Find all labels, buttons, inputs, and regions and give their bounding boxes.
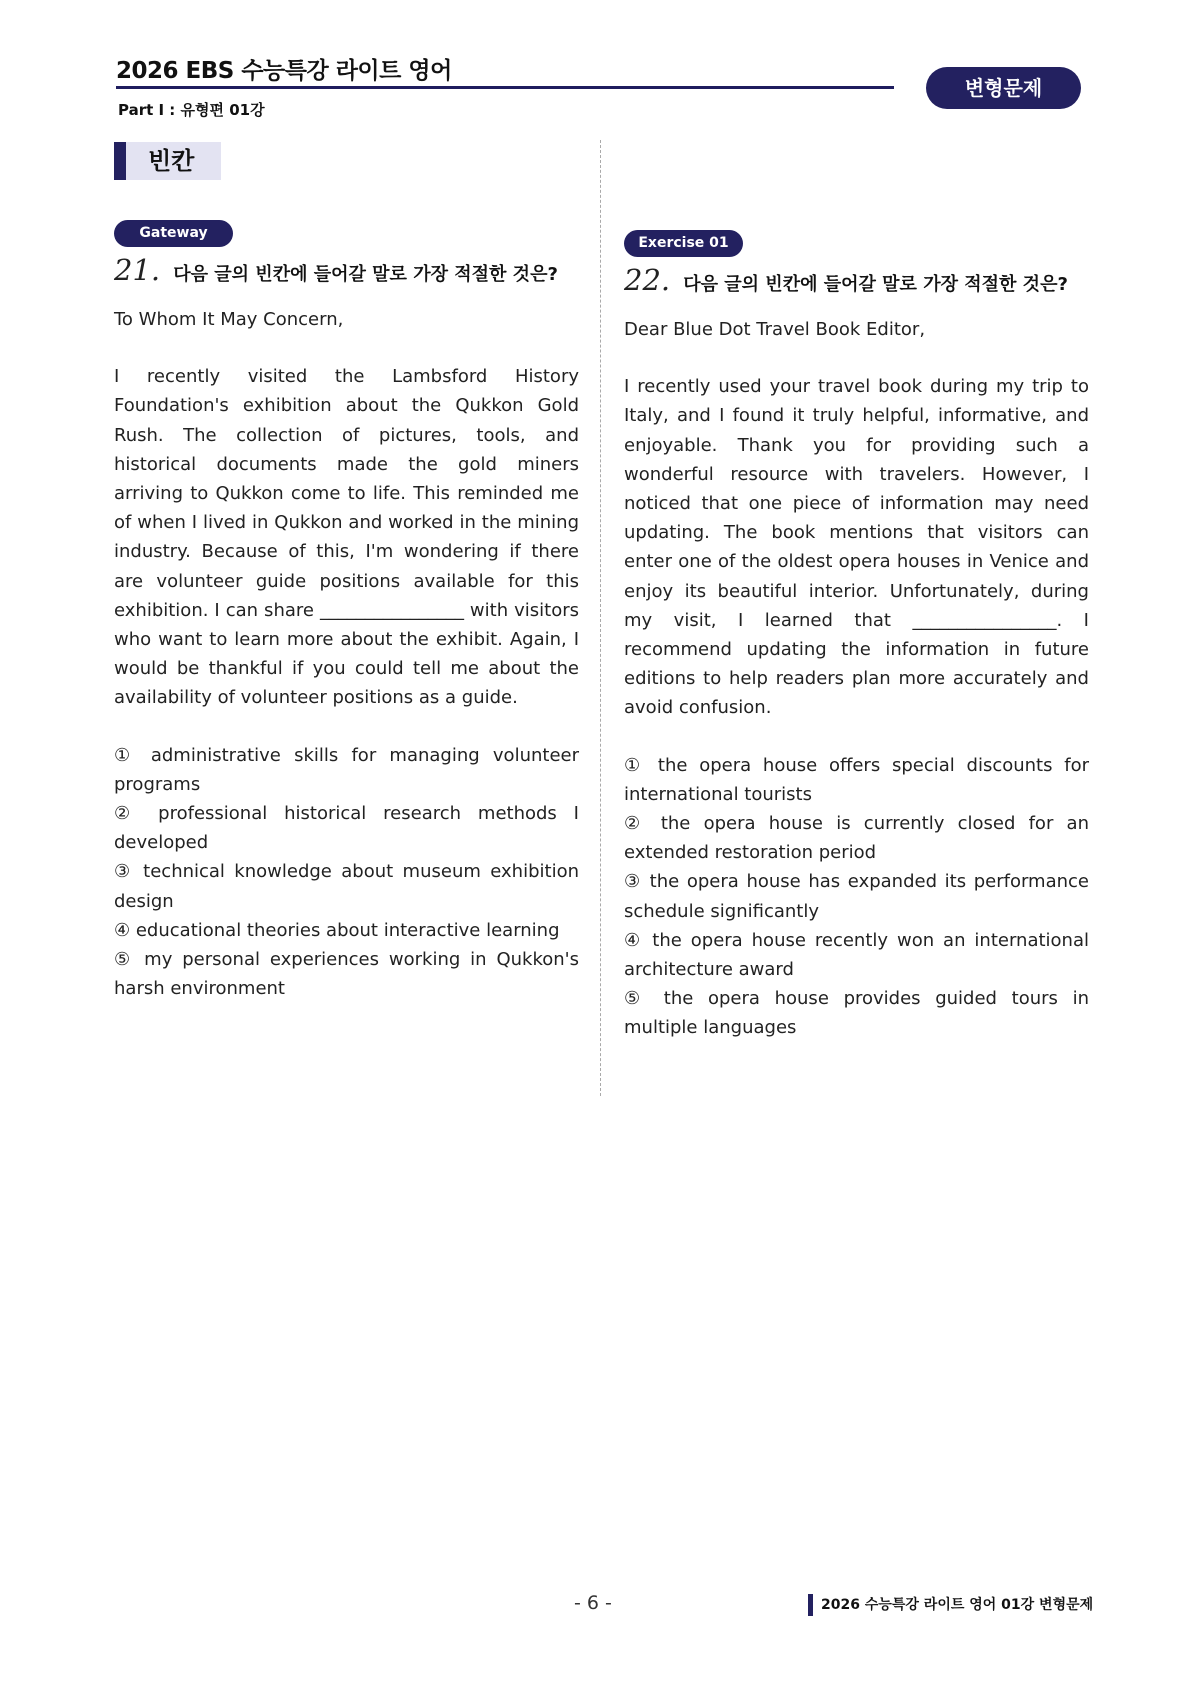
option-4[interactable]: ④ educational theories about interactive learning	[114, 919, 560, 941]
document-subtitle: Part Ⅰ : 유형편 01강	[118, 101, 265, 119]
section-label: 빈칸	[114, 142, 221, 180]
option-2[interactable]: ② the opera house is currently closed for an extended restoration period	[624, 813, 1089, 864]
exercise-tag: Exercise 01	[624, 230, 743, 257]
header-rule	[116, 86, 894, 89]
question-22	[624, 230, 1089, 1043]
option-2[interactable]: ② professional historical research methods I developed	[114, 803, 579, 854]
question-prompt: 다음 글의 빈칸에 들어갈 말로 가장 적절한 것은?	[173, 264, 558, 285]
footer-label: 2026 수능특강 라이트 영어 01강 변형문제	[808, 1594, 1093, 1616]
column-divider	[600, 140, 601, 1096]
question-prompt: 다음 글의 빈칸에 들어갈 말로 가장 적절한 것은?	[683, 274, 1068, 295]
gateway-tag: Gateway	[114, 220, 233, 247]
letter-passage: I recently visited the Lambsford History Foundation's exhibition about the Qukkon Gold Rush. The collection of pictures, tools, and historical documents made the gold miners arriving to Qukkon come to life. This reminded me of when I lived in Qukkon and worked in the mining industry. Because of this, I'm wondering if there are volunteer guide positions available for this exhibition. I can share ________________ with visitors who want to learn more about the exhibit. Again, I would be thankful if you could tell me about the availability of volunteer positions as a guide.	[114, 366, 579, 709]
variant-badge: 변형문제	[926, 67, 1081, 109]
question-number: 21.	[114, 253, 161, 287]
option-1[interactable]: ① administrative skills for managing volunteer programs	[114, 744, 579, 795]
letter-salutation: To Whom It May Concern,	[114, 309, 344, 330]
option-5[interactable]: ⑤ the opera house provides guided tours in multiple languages	[624, 988, 1089, 1039]
document-title: 2026 EBS 수능특강 라이트 영어	[116, 58, 452, 84]
option-1[interactable]: ① the opera house offers special discounts for international tourists	[624, 754, 1089, 805]
answer-options	[114, 741, 579, 1004]
option-4[interactable]: ④ the opera house recently won an international architecture award	[624, 929, 1089, 981]
question-22-heading	[624, 263, 1089, 301]
question-21-heading	[114, 253, 579, 291]
option-3[interactable]: ③ technical knowledge about museum exhibition design	[114, 861, 579, 912]
option-3[interactable]: ③ the opera house has expanded its performance schedule significantly	[624, 871, 1089, 922]
answer-options	[624, 751, 1089, 1043]
page-number: - 6 -	[574, 1592, 612, 1614]
question-21	[114, 220, 579, 1003]
letter-passage: I recently used your travel book during my trip to Italy, and I found it truly helpful, informative, and enjoyable. Thank you for providing such a wonderful resource with travelers. However, I noticed that one piece of information may need updating. The book mentions that visitors can enter one of the oldest opera houses in Venice and enjoy its beautiful interior. Unfortunately, during my visit, I learned that ________________. I recommend updating the information in future editions to help readers plan more accurately and avoid confusion.	[624, 376, 1089, 719]
option-5[interactable]: ⑤ my personal experiences working in Qukkon's harsh environment	[114, 949, 579, 1000]
letter-salutation: Dear Blue Dot Travel Book Editor,	[624, 319, 926, 340]
question-number: 22.	[624, 263, 671, 297]
